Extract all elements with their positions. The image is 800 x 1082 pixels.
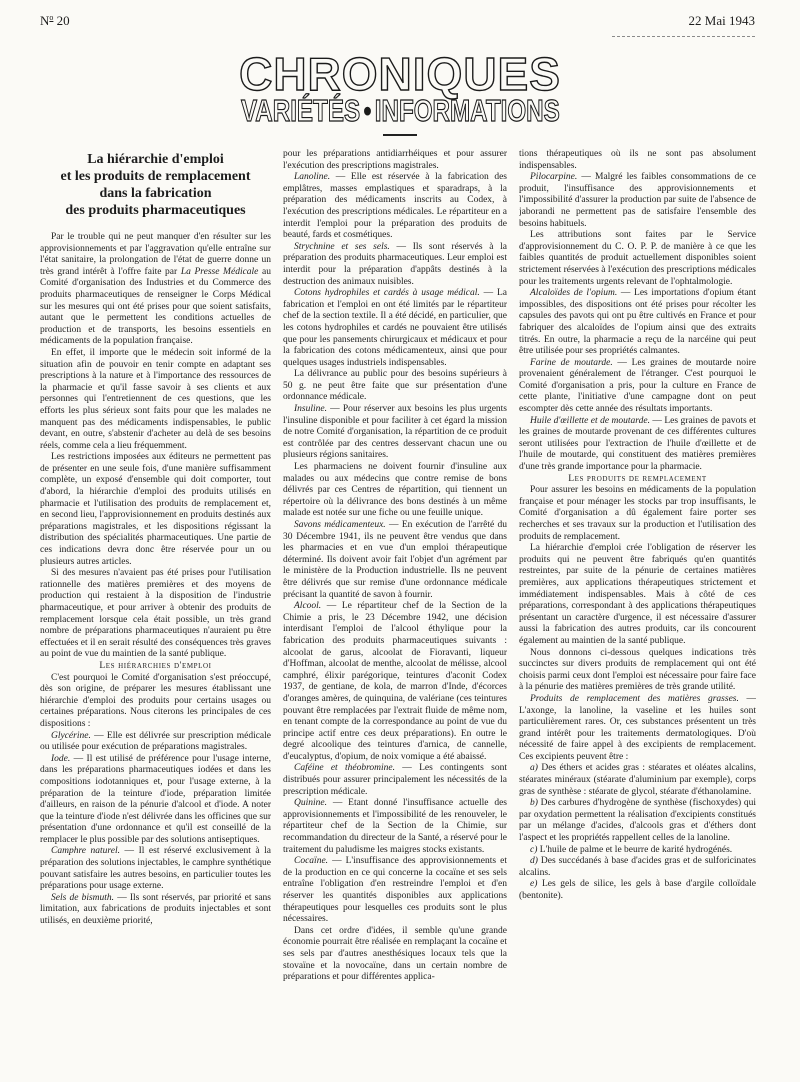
paragraph xyxy=(40,893,271,928)
paragraph: La hiérarchie d'emploi crée l'obligation de réserver les produits qui ne peuvent être fabriqués qu'en quantités restreintes, par suite de la pénurie de certaines matières premières, aux applications thérapeutiques strictement et immédiatement indispensables. Mais à côté de ces préparations, correspondant à des applications thérapeutiques présentant un caractère d'urgence, il est nécessaire d'assurer aussi la fabrication des autres produits, car ils concourent également au maintien de la santé publique. xyxy=(519,543,756,646)
paragraph xyxy=(40,731,271,754)
paragraph-text: au Comité d'organisation des Industries et du Commerce des produits pharmaceutiques de renseigner le Corps Médical sur les mesures qui ont été prises pour que soient satisfaits, autant que le permettent les conditions actuelles de production et de transports, les besoins essentiels en médicaments de la population française. xyxy=(40,266,271,347)
masthead-bullet: • xyxy=(362,93,372,128)
list-item-text: Les gels de silice, les gels à base d'argile colloïdale (bentonite). xyxy=(519,879,756,901)
list-item xyxy=(519,856,756,879)
lead-term: Camphre naturel. xyxy=(51,846,121,857)
lead-term: Alcool. xyxy=(294,601,322,612)
section-heading: Les hiérarchies d'emploi xyxy=(99,660,212,671)
paragraph: Pour assurer les besoins en médicaments de la population française et pour ménager les stocks par trop insuffisants, le Comité d'organisation a dû également faire porter ses recherches et ses travaux sur la production et l'utilisation des produits de remplacement. xyxy=(519,485,756,542)
paragraph-text: — Malgré les faibles consommations de ce produit, l'insuffisance des approvisionnements et l'impossibilité d'assurer la production par suite de l'absence de jaborandi ne permettent pas de satisfaire l'ensemble des besoins habituels. xyxy=(519,172,756,229)
article-title-line: des produits pharmaceutiques xyxy=(65,203,246,218)
paragraph: Dans cet ordre d'idées, il semble qu'une grande économie pourrait être réalisée en remplaçant la cocaïne et ses sels par d'autres anesthésiques locaux tels que la stovaïne et la novocaïne, dans un certain nombre de préparations et pour différentes applica- xyxy=(283,925,507,983)
paragraph: Si des mesures n'avaient pas été prises pour l'utilisation rationnelle des matières premières et des moyens de production qui restaient à la disposition de l'industrie pharmaceutique, et pour arriver à obtenir des produits de remplacement lorsque cela était possible, un très grand nombre de préparations pharmaceutiques n'auraient pu être effectuées et il en serait résulté des conséquences très graves au point de vue du maintien de la santé publique. xyxy=(40,568,271,660)
list-item-text: Des succédanés à base d'acides gras et de sulforicinates alcalins. xyxy=(519,856,756,878)
column-3 xyxy=(519,149,756,1062)
list-item-text: Des éthers et acides gras : stéarates et oléates alcalins, stéarates minéraux (stéarate d'aluminium par exemple), corps gras de synthèse : stéarate de glycol, stéarate d'éthanolamine. xyxy=(519,763,756,797)
paragraph-text: — Les graines de moutarde noire provenaient généralement de l'étranger. C'est pourquoi le Comité d'organisation a pris, pour la culture en France de cette plante, l'initiative d'une campagne dont on peut escompter dès cette année des résultats importants. xyxy=(519,357,756,415)
list-marker: c) xyxy=(530,844,538,855)
paragraph xyxy=(40,846,271,892)
list-item xyxy=(519,879,756,902)
paragraph-text: — L'axonge, la lanoline, la vaseline et les huiles sont particulièrement rares. Or, ces substances présentent un très grand intérêt pour les traitements dermatologiques. D'où nécessité de faire appel à des excipients de remplacement. Ces excipients peuvent être : xyxy=(519,693,756,762)
lead-term: Iode. xyxy=(51,753,71,764)
list-marker: d) xyxy=(530,856,538,867)
paragraph: Les pharmaciens ne doivent fournir d'insuline aux malades ou aux médecins que contre remise de bons délivrés par ces Centres de répartition, qui tiennent un répertoire où la délivrance des bons destinés à un même malade est notée sur une fiche ou une feuille unique. xyxy=(283,462,507,519)
paragraph-text: — Il est utilisé de préférence pour l'usage interne, dans les préparations pharmaceutiques iodées et dans les compositions iodotanniques et, pour l'usage externe, à la préparation de la teinture d'iode, préparation limitée d'ailleurs, en raison de la pénurie d'alcool et d'iode. A noter que la teinture d'iode n'est délivrée dans les officines que sur présentation d'une ordonnance et qu'il est conseillé de la remplacer le plus possible par des solutions antiseptiques. xyxy=(40,753,271,845)
section-heading: Les produits de remplacement xyxy=(568,473,707,484)
article-title xyxy=(40,151,271,219)
lead-term: Caféine et théobromine. xyxy=(294,763,396,774)
paragraph-text: — Ils sont réservés à la préparation des produits pharmaceutiques. Leur emploi est interdit pour la préparation d'appâts destinés à la destruction des animaux nuisibles. xyxy=(283,241,507,287)
publication-name: La Presse Médicale xyxy=(180,266,259,277)
paragraph xyxy=(283,404,507,462)
header-dotted-rule xyxy=(612,36,755,37)
list-item-text: L'huile de palme et le beurre de karité hydrogénés. xyxy=(537,844,733,855)
paragraph-text: — Les contingents sont distribués pour assurer principalement les nécessités de la prescription médicale. xyxy=(283,763,507,797)
column-2 xyxy=(283,149,507,1062)
lead-term: Huile d'œillette et de moutarde. xyxy=(530,415,650,426)
lead-term: Cotons hydrophiles et cardés à usage médical. xyxy=(294,288,480,299)
lead-term: Alcaloïdes de l'opium. xyxy=(530,288,618,299)
paragraph-text: — La fabrication et l'emploi en ont été limités par le répartiteur chef de la section textile. Il a été décidé, en particulier, que les cotons hydrophiles et cardés ne pouvaient être utilisés que pour les pansements chirurgicaux et médicaux et pour la fabrication des cotons médicamenteux, ainsi que pour quelques usages industriels indispensables. xyxy=(283,288,507,368)
paragraph xyxy=(40,754,271,847)
paragraph-text: — Etant donné l'insuffisance actuelle des approvisionnements et l'impossibilité de les renouveler, le répartiteur chef de la Section de la Chimie, sur recommandation du directeur de la Santé, a réservé pour le traitement du paludisme les maigres stocks existants. xyxy=(283,798,507,855)
paragraph-continuation: tions thérapeutiques où ils ne sont pas absolument indispensables. xyxy=(519,149,756,171)
article-title-line: et les produits de remplacement xyxy=(60,169,251,184)
issue-superscript: o xyxy=(49,13,54,22)
paragraph xyxy=(519,694,756,764)
lead-term: Cocaïne. xyxy=(294,856,329,867)
paragraph xyxy=(283,601,507,763)
paragraph xyxy=(283,242,507,288)
lead-term: Glycérine. xyxy=(51,730,91,741)
paragraph: En effet, il importe que le médecin soit informé de la situation afin de pouvoir en tenir compte en adaptant ses prescriptions à la nature et à l'importance des ressources de la pharmacie et qu'il fasse savoir à ses clients et aux personnes qui l'entretiennent de ces questions, que les efforts les plus sérieux sont faits pour que les malades ne manquent pas des médicaments indispensables, le public devant, en outre, s'abstenir d'acheter au delà de ses besoins réels, comme cela a lieu fréquemment. xyxy=(40,347,271,451)
lead-term: Savons médicamenteux. xyxy=(294,520,386,530)
list-item-text: Des carbures d'hydrogène de synthèse (fischoxydes) qui par oxydation permettent la réalisation d'excipients constitués par un mélange d'acides, d'alcools gras et d'éthers dont l'aspect et les propriétés rappellent celles de la lanoline. xyxy=(519,798,756,844)
paragraph-continuation: pour les préparations antidiarrhéiques et pour assurer l'exécution des prescriptions magistrales. xyxy=(283,149,507,171)
paragraph: La délivrance au public pour des besoins supérieurs à 50 g. ne peut être faite que sur présentation d'une ordonnance médicale. xyxy=(283,369,507,403)
paragraph xyxy=(519,358,756,416)
masthead-subtitle xyxy=(0,94,800,134)
list-marker: b) xyxy=(530,798,538,809)
list-marker: a) xyxy=(530,763,538,774)
list-item xyxy=(519,763,756,798)
list-marker: e) xyxy=(530,879,538,890)
issue-number xyxy=(40,13,70,29)
issue-date: 22 Mai 1943 xyxy=(688,13,755,28)
masthead-subtitle-left: VARIÉTÉS xyxy=(240,93,360,128)
paragraph xyxy=(283,798,507,856)
list-item xyxy=(519,798,756,844)
article-title-line: La hiérarchie d'emploi xyxy=(87,152,224,167)
lead-term: Produits de remplacement des matières grasses. xyxy=(530,693,739,704)
paragraph-text: — Il est réservé exclusivement à la préparation des solutions injectables, le camphre synthétique pouvant satisfaire les autres besoins, en particulier toutes les préparations pour usage externe. xyxy=(40,846,271,892)
masthead-subtitle-text xyxy=(241,94,560,128)
paragraph-text: — Elle est réservée à la fabrication des emplâtres, masses emplastiques et sparadraps, à la préparation des médicaments inscrits au Codex, à l'exécution des prescriptions médicales. Le répartiteur en a interdit l'emploi pour la préparation des produits de beauté, fards et cosmétiques. xyxy=(283,172,507,241)
paragraph-text: — Les graines de pavots et les graines de moutarde provenant de ces différentes cultures seront utilisées pour l'extraction de l'huile d'œillette et de l'huile de moutarde, qui constituent des matières premières d'une très grande importance pour la pharmacie. xyxy=(519,415,756,473)
paragraph: Les restrictions imposées aux éditeurs ne permettent pas de présenter en une seule fois, d'une manière suffisamment complète, un exposé d'ensemble qui doit comporter, tout d'abord, la hiérarchie d'emploi des produits utilisés en pharmacie et l'utilisation des produits de remplacement et, en second lieu, l'approvisionnement en produits destinés aux préparations magistrales, et les dispositions régissant la distribution des spécialités pharmaceutiques. Une partie de ces indications devra donc être réservée pour un ou plusieurs autres articles. xyxy=(40,452,271,567)
paragraph-text: — Ils sont réservés, par priorité et sans limitation, aux fabrications de produits injectables et sont utilisés, en deuxième priorité, xyxy=(40,892,271,927)
issue-number-value: 20 xyxy=(53,13,70,28)
paragraph xyxy=(519,416,756,474)
article-title-line: dans la fabrication xyxy=(99,186,212,201)
paragraph xyxy=(40,232,271,348)
lead-term: Pilocarpine. xyxy=(530,172,578,183)
paragraph xyxy=(283,172,507,242)
paragraph-text: — Le répartiteur chef de la Section de la Chimie a pris, le 23 Décembre 1942, une décision interdisant l'emploi de l'alcool éthylique pour la fabrication des produits pharmaceutiques suivants : alcoolat de garus, alcoolat de Fioravanti, liqueur d'Hoffman, alcoolat de menthe, alcoolat de mélisse, alcool camphré, élixir parégorique, teintures d'aconit Codex 1937, de gentiane, de kola, de marron d'Inde, d'écorces d'oranges amères, de quinquina, de valériane (ces teintures pouvant être remplacées par l'extrait fluide de même nom, en tenant compte de la correspondance au point de vue du principe actif entre ces deux préparations). En outre le degré alcoolique des teintures d'arnica, de cannelle, d'eucalyptus, d'opium, de noix vomique a été abaissé. xyxy=(283,601,507,762)
paragraph xyxy=(283,856,507,926)
paragraph-text: — Les importations d'opium étant impossibles, des dispositions ont été prises pour récolter les capsules des pavots qui ont pu être cultivés en France et pour fabriquer des alcaloïdes de l'opium ainsi que des extraits titrés. En outre, la pharmacie a reçu de la narcéine qui peut être utilisée pour ses propriétés calmantes. xyxy=(519,288,756,357)
paragraph-text: — Elle est délivrée sur prescription médicale ou utilisée pour exécution de préparations magistrales. xyxy=(40,730,271,753)
paragraph-text: — En exécution de l'arrêté du 30 Décembre 1941, ils ne peuvent être vendus que dans les pharmacies et en vue d'un emploi thérapeutique déterminé. Ils doivent avoir fait l'objet d'un agrément par le ministère de la Production industrielle. Ils ne peuvent être délivrés que sur remise d'une ordonnance médicale précisant la quantité de savon à fournir. xyxy=(283,520,507,600)
paragraph xyxy=(519,172,756,230)
paragraph: Nous donnons ci-dessous quelques indications très succinctes sur divers produits de remplacement qui ont été choisis parmi ceux dont l'emploi est nécessaire pour faire face à la pénurie des matières premières de très grande utilité. xyxy=(519,647,756,693)
paragraph: C'est pourquoi le Comité d'organisation s'est préoccupé, dès son origine, de préparer les mesures établissant une hiérarchie d'emploi des produits pour certains usages ou certaines préparations. Nous citerons les principales de ces dispositions : xyxy=(40,672,271,729)
lead-term: Strychnine et ses sels. xyxy=(294,241,390,252)
masthead-subtitle-right: INFORMATIONS xyxy=(374,93,560,128)
lead-term: Sels de bismuth. xyxy=(51,892,115,903)
paragraph xyxy=(519,288,756,358)
paragraph xyxy=(283,520,507,601)
list-item xyxy=(519,845,756,857)
lead-term: Lanoline. xyxy=(294,172,331,183)
issue-letter: N xyxy=(40,13,50,28)
lead-term: Insuline. xyxy=(294,404,327,415)
paragraph-text: — Pour réserver aux besoins les plus urgents l'insuline disponible et pour faciliter à cet égard la mission de notre Comité d'organisation, la répartition de ce produit est contrôlée par des centres desservant chacun une ou plusieurs régions sanitaires. xyxy=(283,404,507,461)
column-1 xyxy=(40,149,271,1062)
lead-term: Quinine. xyxy=(294,798,327,809)
masthead-title: CHRONIQUES xyxy=(239,48,561,100)
paragraph-text: Par le trouble qui ne peut manquer d'en résulter sur les approvisionnements et par l'aggravation qu'elle entraîne sur l'état sanitaire, la prolongation de l'état de guerre donne un très grand intérêt à l'offre faite par xyxy=(40,232,271,277)
lead-term: Farine de moutarde. xyxy=(530,357,613,368)
paragraph xyxy=(283,288,507,369)
masthead-rule xyxy=(383,134,417,136)
paragraph-text: — L'insuffisance des approvisionnements et de la production en ce qui concerne la cocaïne et ses sels entraîne l'obligation d'en restreindre l'emploi et d'en réserver les quantités disponibles aux applications thérapeutiques pour lesquelles ces produits sont le plus nécessaires. xyxy=(283,856,507,925)
paragraph: Les attributions sont faites par le Service d'approvisionnement du C. O. P. P. de manière à ce que les faibles quantités de produit actuellement disponibles soient strictement réservées à l'exécution des prescriptions médicales pour les traitements urgents relevant de l'ophtalmologie. xyxy=(519,230,756,287)
paragraph xyxy=(283,763,507,798)
